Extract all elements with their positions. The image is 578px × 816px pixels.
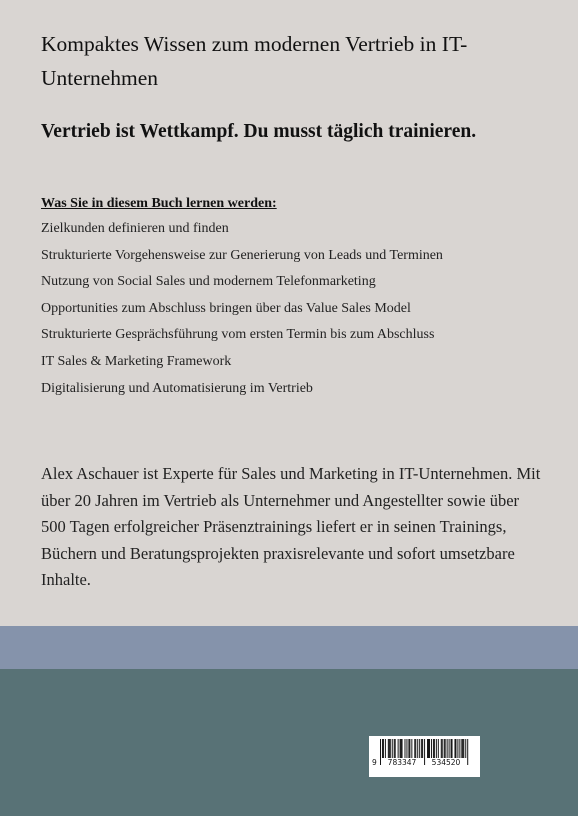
barcode-bar bbox=[441, 739, 442, 758]
learn-item: Opportunities zum Abschluss bringen über das Value Sales Model bbox=[41, 300, 411, 316]
barcode-bar bbox=[428, 739, 429, 758]
barcode-bar bbox=[382, 739, 383, 758]
isbn-barcode bbox=[369, 736, 480, 777]
barcode-bar bbox=[465, 739, 466, 758]
learn-item: Zielkunden definieren und finden bbox=[41, 221, 229, 236]
barcode-bars bbox=[369, 736, 480, 777]
barcode-bar bbox=[429, 739, 430, 758]
barcode-bar bbox=[454, 739, 455, 758]
barcode-bar bbox=[455, 739, 456, 758]
learn-item: Digitalisierung und Automatisierung im Vertrieb bbox=[41, 380, 313, 396]
learn-item: Strukturierte Gesprächsführung vom ersten Termin bis zum Abschluss bbox=[41, 327, 435, 343]
barcode-bar bbox=[445, 739, 446, 758]
barcode-bar bbox=[457, 739, 458, 758]
barcode-bar bbox=[385, 739, 386, 758]
barcode-bar bbox=[406, 739, 407, 758]
barcode-bar bbox=[451, 739, 452, 758]
barcode-bar bbox=[427, 739, 428, 758]
barcode-bar bbox=[447, 739, 448, 758]
barcode-bar bbox=[398, 739, 399, 758]
barcode-first-digit: 9 bbox=[372, 758, 377, 767]
barcode-bar bbox=[389, 739, 390, 758]
learn-list bbox=[41, 219, 443, 405]
cover-slogan: Vertrieb ist Wettkampf. Du musst täglich trainieren. bbox=[41, 121, 477, 142]
cover-title: Kompaktes Wissen zum modernen Vertrieb in IT-Unternehmen bbox=[41, 32, 468, 90]
barcode-bar bbox=[394, 739, 395, 758]
barcode-bar bbox=[383, 739, 384, 758]
barcode-bar bbox=[395, 739, 396, 758]
learn-item: Nutzung von Social Sales und modernem Telefonmarketing bbox=[41, 274, 376, 290]
barcode-bar bbox=[388, 739, 389, 758]
barcode-bar bbox=[392, 739, 393, 758]
barcode-bar bbox=[421, 739, 422, 758]
barcode-bar bbox=[449, 739, 450, 758]
barcode-bar bbox=[422, 739, 423, 758]
barcode-bar bbox=[408, 739, 409, 758]
barcode-bar bbox=[405, 739, 406, 758]
barcode-bar bbox=[409, 739, 410, 758]
barcode-bar bbox=[467, 739, 468, 765]
barcode-bar bbox=[431, 739, 432, 758]
barcode-bar bbox=[462, 739, 463, 758]
barcode-bar bbox=[461, 739, 462, 758]
author-bio: Alex Aschauer ist Experte für Sales und Marketing in IT-Unternehmen. Mit über 20 Jahren im Vertrieb als Unternehmer und Angestellter sowie über 500 Tagen erfolgreicher Präsenztrainings liefert er in seinen Trainings, Büchern und Beratungsprojekten praxisrelevante und sofort umsetzbare Inhalte. bbox=[41, 464, 541, 590]
barcode-bar bbox=[444, 739, 445, 758]
learn-item: Strukturierte Vorgehensweise zur Generierung von Leads und Terminen bbox=[41, 247, 443, 263]
barcode-bar bbox=[419, 739, 420, 758]
barcode-bar bbox=[434, 739, 435, 758]
barcode-bar bbox=[459, 739, 460, 758]
barcode-bar bbox=[411, 739, 412, 758]
barcode-bar bbox=[424, 739, 425, 765]
barcode-bar bbox=[414, 739, 415, 758]
barcode-bar bbox=[417, 739, 418, 758]
cover-color-band bbox=[0, 626, 578, 669]
barcode-bar bbox=[463, 739, 464, 758]
barcode-bar bbox=[442, 739, 443, 758]
barcode-bar bbox=[415, 739, 416, 758]
barcode-bar bbox=[433, 739, 434, 758]
learn-item: IT Sales & Marketing Framework bbox=[41, 353, 232, 369]
barcode-group-2: 534520 bbox=[429, 758, 463, 767]
barcode-bar bbox=[402, 739, 403, 758]
barcode-bar bbox=[380, 739, 381, 765]
barcode-bar bbox=[438, 739, 439, 758]
barcode-bar bbox=[400, 739, 401, 758]
barcode-bar bbox=[401, 739, 402, 758]
barcode-group-1: 783347 bbox=[384, 758, 420, 767]
barcode-bar bbox=[390, 739, 391, 758]
barcode-bar bbox=[436, 739, 437, 758]
cover-lower-panel bbox=[0, 669, 578, 816]
learn-heading: Was Sie in diesem Buch lernen werden: bbox=[41, 196, 277, 211]
barcode-bar bbox=[452, 739, 453, 758]
